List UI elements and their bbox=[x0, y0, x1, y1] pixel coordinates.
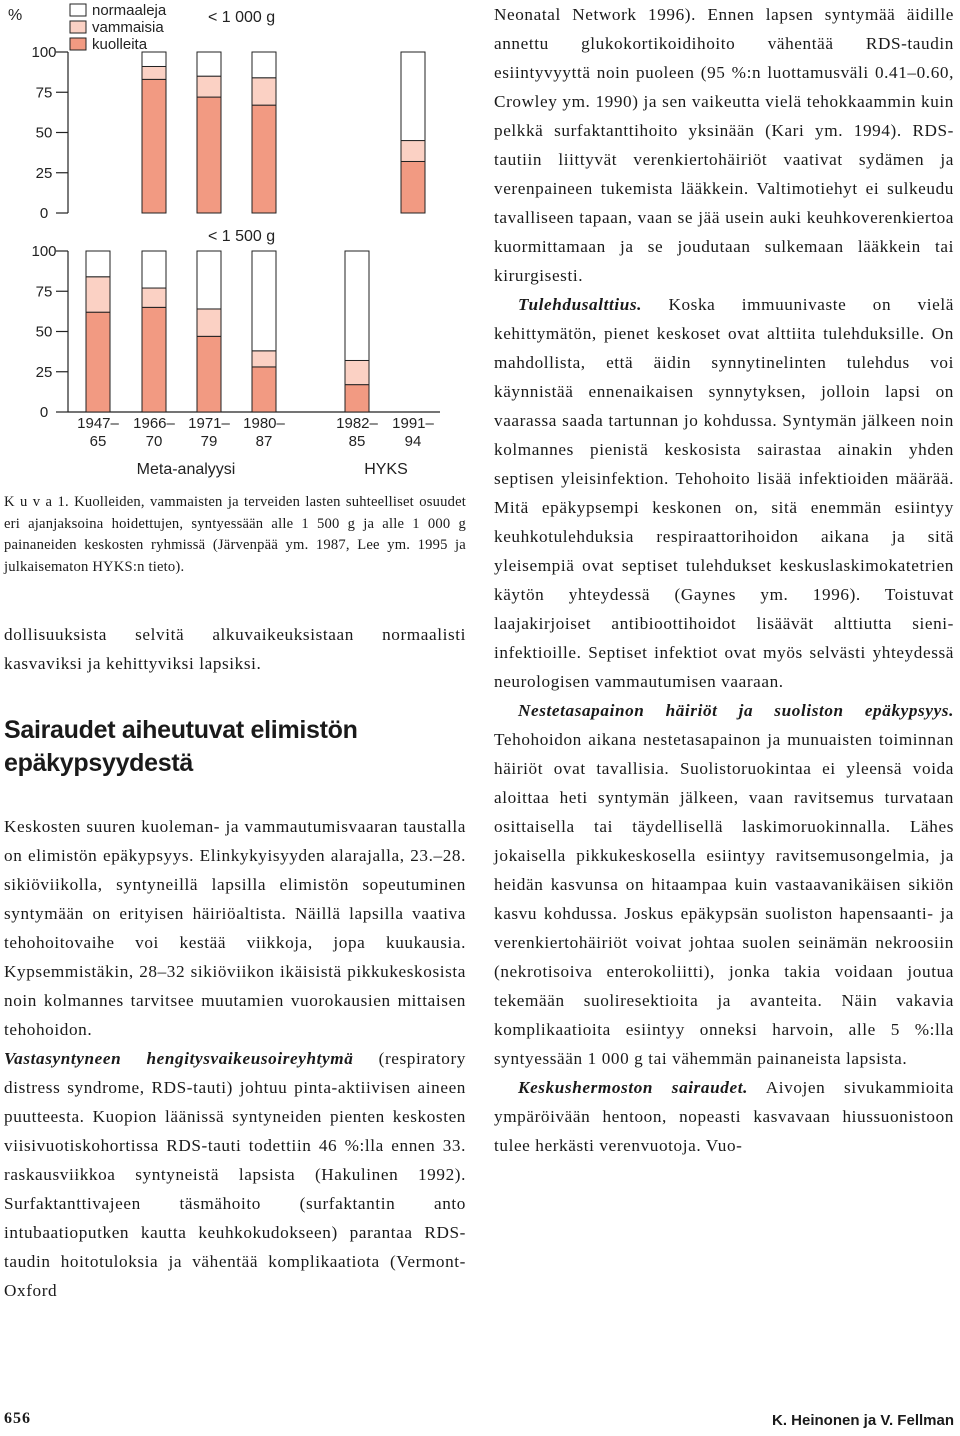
paragraph-maturity: Keskosten suuren kuoleman- ja vammautumisvaaran taustalla on elimistön epäkypsyys. Elinkykyisyyden alarajalla, 23.–28. sikiöviikolla, syntyneillä lapsilla elimistön sopeutuminen syntymään on erityisen häiriöaltista. Näillä lapsilla vaativa tehohoitovaihe voi kestää viikkoja, jopa kuukausia. Kypsemmistäkin, 28–32 sikiöviikon ikäisistä pikkukeskosista noin kolmannes tarvitsee muutamien vuorokausien mittaisen tehohoidon. bbox=[4, 817, 466, 1039]
legend-label-kuolleita: kuolleita bbox=[92, 36, 148, 53]
bar-segment-vammaisia bbox=[252, 78, 276, 105]
figure-caption: K u v a 1. Kuolleiden, vammaisten ja terveiden lasten suhteelliset osuudet eri ajanjaksoina hoidettujen, syntyessään alle 1 500 g ja alle 1 000 g painaneiden keskosten ryhmissä (Järvenpää ym. 1987, Lee ym. 1995 ja julkaisematon HYKS:n tieto). bbox=[4, 494, 466, 575]
group-label-hyks: HYKS bbox=[364, 461, 408, 478]
x-tick-label: 65 bbox=[89, 433, 107, 450]
bar-segment-vammaisia bbox=[197, 76, 221, 97]
legend-label-normaaleja: normaaleja bbox=[92, 2, 167, 19]
paragraph-rds bbox=[4, 1044, 466, 1305]
bar-segment-normaaleja bbox=[142, 251, 166, 288]
section-heading: Sairaudet aiheutuvat elimistön epäkypsyydestä bbox=[4, 716, 358, 777]
x-tick-label: 85 bbox=[348, 433, 366, 450]
bar-segment-vammaisia bbox=[252, 351, 276, 367]
x-tick-label: 1971– bbox=[188, 415, 230, 432]
bar-segment-normaaleja bbox=[252, 52, 276, 78]
y-tick-label: 0 bbox=[39, 404, 49, 421]
bar-segment-normaaleja bbox=[345, 251, 369, 360]
y-tick-label: 75 bbox=[35, 283, 53, 301]
bar-segment-vammaisia bbox=[401, 141, 425, 162]
x-tick-label: 1966– bbox=[133, 415, 175, 432]
intro-paragraph: dollisuuksista selvitä alkuvaikeuksistaan normaalisti kasvaviksi ja kehittyviksi lapsiksi. bbox=[4, 625, 466, 673]
bar-segment-normaaleja bbox=[197, 251, 221, 309]
bar-segment-vammaisia bbox=[142, 66, 166, 79]
cns-text: Aivojen sivukammioita ympäröivään hentoon, nopeasti kasvavaan hiussuonistoon tulee herkästi verenvuotoja. Vuo- bbox=[494, 1078, 954, 1155]
legend-label-vammaisia: vammaisia bbox=[92, 19, 164, 36]
y-tick-label: 75 bbox=[35, 84, 53, 102]
x-tick-label: 70 bbox=[145, 433, 163, 450]
paragraph-infection bbox=[494, 290, 954, 696]
bar-segment-kuolleita bbox=[86, 312, 110, 412]
x-tick-label: 94 bbox=[404, 433, 422, 450]
fluid-text: Tehohoidon aikana nestetasapainon ja munuaisten toiminnan häiriöt ovat tavallisia. Suolistoruokintaa ei yleensä voida aloittaa heti syntymän jälkeen, vaan ravitsemus turvataan osittaisella tai täydellisellä laskimoruokinnalla. Lähes jokaisella pikkukeskosella esiintyy ravitsemusongelmia, ja heidän kasvunsa on hitaampaa kuin vastaavanikäisen sikiön kasvu kohdussa. Joskus epäkypsän suoliston hapensaanti- ja verenkiertohäiriöt voivat johtaa suolen seinämän nekroosiin (nekrotisoiva enterokoliitti), jonka takia voidaan joutua tekemään suoliresektioita ja avanteita. Näin vakavia komplikaatioita esiintyy onneksi harvoin, alle 5 %:lla syntyessään 1 000 g tai vähemmän painaneista lapsista. bbox=[494, 730, 954, 1068]
stacked-bar-chart bbox=[0, 0, 470, 490]
footer-authors: K. Heinonen ja V. Fellman bbox=[772, 1412, 954, 1429]
bar-segment-normaaleja bbox=[401, 52, 425, 141]
y-tick-label: 25 bbox=[35, 164, 53, 182]
bar-segment-vammaisia bbox=[86, 277, 110, 312]
x-tick-label: 1947– bbox=[77, 415, 119, 432]
left-column bbox=[4, 620, 466, 1305]
infection-text: Koska immuunivaste on vielä kehittymätön, pienet keskoset ovat alttiita tulehduksille. On mahdollista, että äidin synnytinelinten tulehdus voi käynnistää ennenaikaisen synnytyksen, jolloin lapsi on vaarassa saada tartunnan jo kohdussa. Syntymän jälkeen noin kolmannes pienistä keskosista sairastaa ainakin yhden septisen yleisinfektion. Tehohoito lisää infektioiden määrää. Mitä epäkypsempi keskonen on, sitä enemmän esiintyy keuhkotulehduksia respiraattorihoidon aikana ja sitä yleisempiä ovat septiset tulehdukset keskuslaskimokatetrien käytön yhteydessä (Gaynes ym. 1996). Toistuvat laajakirjoiset antibioottihoidot lisäävät alttiutta sieni-infektioille. Septiset infektiot ovat myös selvästi yhteydessä neurologisen vammautumisen vaaraan. bbox=[494, 295, 954, 691]
rds-text: (respiratory distress syndrome, RDS-tauti) johtuu pinta-aktiivisen aineen puutteesta. Kuopion läänissä syntyneiden pienten keskosten viisivuotiskohortissa RDS-tauti todettiin 46 %:lla ennen 33. raskausviikkoa syntyneistä lapsista (Hakulinen 1992). Surfaktanttivajeen täsmähoito (surfaktantin anto intubaatioputken kautta keuhkokudokseen) parantaa RDS-taudin hoitotuloksia ja vähentää komplikaatiota (Vermont-Oxford bbox=[4, 1049, 466, 1300]
y-tick-label: 0 bbox=[39, 205, 49, 222]
x-tick-label: 1980– bbox=[243, 415, 285, 432]
group-label-meta: Meta-analyysi bbox=[136, 461, 236, 478]
right-column bbox=[494, 0, 954, 1160]
paragraph-neonatal: Neonatal Network 1996). Ennen lapsen syntymää äidille annettu glukokortikoidihoito vähentää RDS-taudin esiintyvyyttä noin puoleen (95 %:n luottamusväli 0.41–0.60, Crowley ym. 1990) ja sen vaikeutta vielä tehokkaammin kuin pelkkä surfaktanttihoito yksinään (Kari ym. 1994). RDS-tautiin liittyvät verenkiertohäiriöt vaativat sydämen ja verenpaineen tukemista lääkkein. Valtimotiehyt ei sulkeudu tavalliseen tapaan, vaan se jää usein auki keuhkoverenkiertoa kuormittamaan ja se joudutaan sulkemaan lääkkein tai kirurgisesti. bbox=[494, 5, 954, 285]
bar-segment-vammaisia bbox=[197, 309, 221, 336]
percent-axis-label: % bbox=[8, 7, 23, 24]
infection-lead: Tulehdusalttius. bbox=[518, 295, 643, 314]
bar-segment-kuolleita bbox=[197, 336, 221, 412]
x-tick-label: 1991– bbox=[392, 415, 434, 432]
bar-segment-kuolleita bbox=[345, 385, 369, 412]
bar-segment-kuolleita bbox=[197, 97, 221, 213]
x-tick-label: 79 bbox=[200, 433, 218, 450]
panel-title-1500g: < 1 500 g bbox=[208, 228, 276, 245]
x-tick-label: 87 bbox=[255, 433, 273, 450]
bar-segment-normaaleja bbox=[86, 251, 110, 277]
bar-segment-normaaleja bbox=[197, 52, 221, 76]
y-tick-label: 25 bbox=[35, 363, 53, 381]
y-tick-label: 50 bbox=[35, 323, 53, 341]
bar-segment-vammaisia bbox=[345, 360, 369, 384]
paragraph-cns bbox=[494, 1073, 954, 1160]
cns-lead: Keskushermoston sairaudet. bbox=[518, 1078, 748, 1097]
panel-title-1000g: < 1 000 g bbox=[208, 9, 276, 26]
paragraph-fluid bbox=[494, 696, 954, 1073]
y-tick-label: 100 bbox=[31, 44, 57, 61]
y-tick-label: 100 bbox=[31, 243, 57, 260]
legend-swatch-normaaleja bbox=[70, 4, 86, 16]
bar-segment-vammaisia bbox=[142, 288, 166, 307]
rds-lead: Vastasyntyneen hengitysvaikeusoireyhtymä bbox=[4, 1049, 354, 1068]
page-number: 656 bbox=[4, 1410, 31, 1427]
legend-swatch-vammaisia bbox=[70, 21, 86, 33]
bar-segment-kuolleita bbox=[401, 161, 425, 213]
bar-segment-kuolleita bbox=[142, 79, 166, 213]
y-tick-label: 50 bbox=[35, 124, 53, 142]
bar-segment-normaaleja bbox=[252, 251, 276, 351]
x-tick-label: 1982– bbox=[336, 415, 378, 432]
bar-segment-kuolleita bbox=[142, 307, 166, 412]
bar-segment-kuolleita bbox=[252, 367, 276, 412]
bar-segment-kuolleita bbox=[252, 105, 276, 213]
fluid-lead: Nestetasapainon häiriöt ja suoliston epäkypsyys. bbox=[518, 701, 954, 720]
legend-swatch-kuolleita bbox=[70, 38, 86, 50]
bar-segment-normaaleja bbox=[142, 52, 166, 66]
